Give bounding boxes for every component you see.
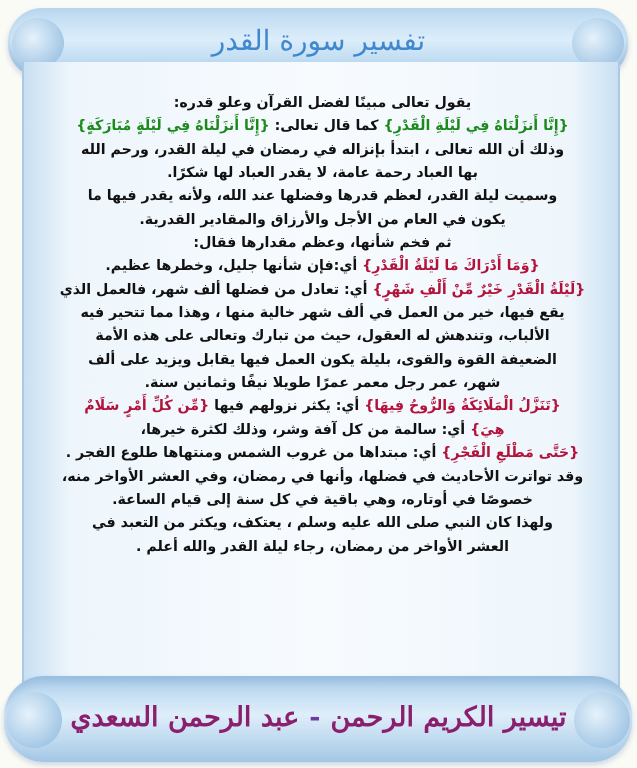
- text-line: [38, 466, 607, 489]
- text-segment: أي: تعادل من فضلها ألف شهر، فالعمل الذي: [59, 281, 373, 298]
- quran-verse: {تَنَزَّلُ الْمَلَائِكَةُ وَالرُّوحُ فِيهَا}: [364, 398, 561, 415]
- text-segment: يكون في العام من الأجل والأرزاق والمقادير القدرية.: [139, 211, 506, 228]
- book-title: تيسير الكريم الرحمن: [330, 702, 567, 733]
- text-line: [38, 536, 607, 559]
- text-line: [38, 349, 607, 372]
- text-segment: أي: يكثر نزولهم فيها: [209, 398, 365, 415]
- text-line: [38, 419, 607, 442]
- text-line: [38, 302, 607, 325]
- text-segment: الضعيفة القوة والقوى، بليلة يكون العمل فيها يقابل ويزيد على ألف: [88, 351, 557, 368]
- text-segment: كما قال تعالى:: [269, 118, 384, 135]
- text-line: [38, 255, 607, 278]
- text-line: [38, 395, 607, 418]
- text-segment: العشر الأواخر من رمضان، رجاء ليلة القدر والله أعلم .: [136, 538, 509, 555]
- text-line: [38, 115, 607, 138]
- text-segment: خصوصًا في أوتاره، وهي باقية في كل سنة إلى قيام الساعة.: [112, 491, 533, 508]
- credit-separator: -: [309, 702, 321, 733]
- text-line: [38, 442, 607, 465]
- text-segment: أي: سالمة من كل آفة وشر، وذلك لكثرة خيرها،: [140, 421, 471, 438]
- book-credit: [0, 702, 637, 733]
- text-segment: يقع فيها، خير من العمل في ألف شهر خالية منها ، وهذا مما تتحير فيه: [80, 305, 565, 322]
- text-segment: بها العباد رحمة عامة، لا يقدر العباد لها شكرًا.: [167, 165, 478, 182]
- text-segment: يقول تعالى مبينًا لفضل القرآن وعلو قدره:: [173, 95, 472, 111]
- text-line: [38, 139, 607, 162]
- text-line: [38, 372, 607, 395]
- text-segment: أي:فإن شأنها جليل، وخطرها عظيم.: [105, 258, 363, 275]
- quran-verse: {مِّن كُلِّ أَمْرٍ سَلَامٌ: [84, 398, 210, 415]
- text-line: [38, 325, 607, 348]
- quran-verse: {لَيْلَةُ الْقَدْرِ خَيْرٌ مِّنْ أَلْفِ شَهْرٍ}: [372, 281, 586, 298]
- text-line: [38, 489, 607, 512]
- quran-verse: {وَمَا أَدْرَاكَ مَا لَيْلَةُ الْقَدْرِ}: [362, 258, 540, 275]
- quran-verse: {حَتَّى مَطْلَعِ الْفَجْرِ}: [441, 445, 580, 462]
- author-name: عبد الرحمن السعدي: [70, 702, 300, 733]
- text-segment: وقد تواترت الأحاديث في فضلها، وأنها في رمضان، وفي العشر الأواخر منه،: [61, 468, 584, 485]
- quran-verse: {إِنَّا أَنزَلْنَاهُ فِي لَيْلَةِ الْقَدْرِ}: [383, 118, 569, 135]
- text-segment: وذلك أن الله تعالى ، ابتدأ بإنزاله في رمضان في ليلة القدر، ورحم الله: [80, 141, 565, 158]
- text-line: [38, 162, 607, 185]
- text-segment: ثم فخم شأنها، وعظم مقدارها فقال:: [193, 235, 452, 252]
- text-segment: ولهذا كان النبي صلى الله عليه وسلم ، يعتكف، ويكثر من التعبد في: [92, 515, 553, 532]
- text-segment: شهر، عمر رجل معمر عمرًا طويلا نيفًا وثمانين سنة.: [144, 375, 501, 392]
- text-line: [38, 279, 607, 302]
- quran-verse: هِيَ}: [470, 421, 505, 438]
- page-title: تفسير سورة القدر: [211, 24, 426, 57]
- quran-verse: {إِنَّا أَنزَلْنَاهُ فِي لَيْلَةٍ مُبَارَكَةٍ}: [76, 118, 270, 135]
- text-segment: أي: مبتداها من غروب الشمس ومنتهاها طلوع الفجر .: [65, 445, 442, 462]
- text-line: [38, 92, 607, 115]
- tafsir-text: [38, 92, 607, 559]
- text-line: [38, 209, 607, 232]
- text-segment: الألباب، وتندهش له العقول، حيث من تبارك وتعالى على هذه الأمة: [95, 328, 550, 345]
- text-line: [38, 232, 607, 255]
- text-line: [38, 512, 607, 535]
- text-line: [38, 185, 607, 208]
- text-segment: وسميت ليلة القدر، لعظم قدرها وفضلها عند الله، ولأنه يقدر فيها ما: [87, 188, 558, 205]
